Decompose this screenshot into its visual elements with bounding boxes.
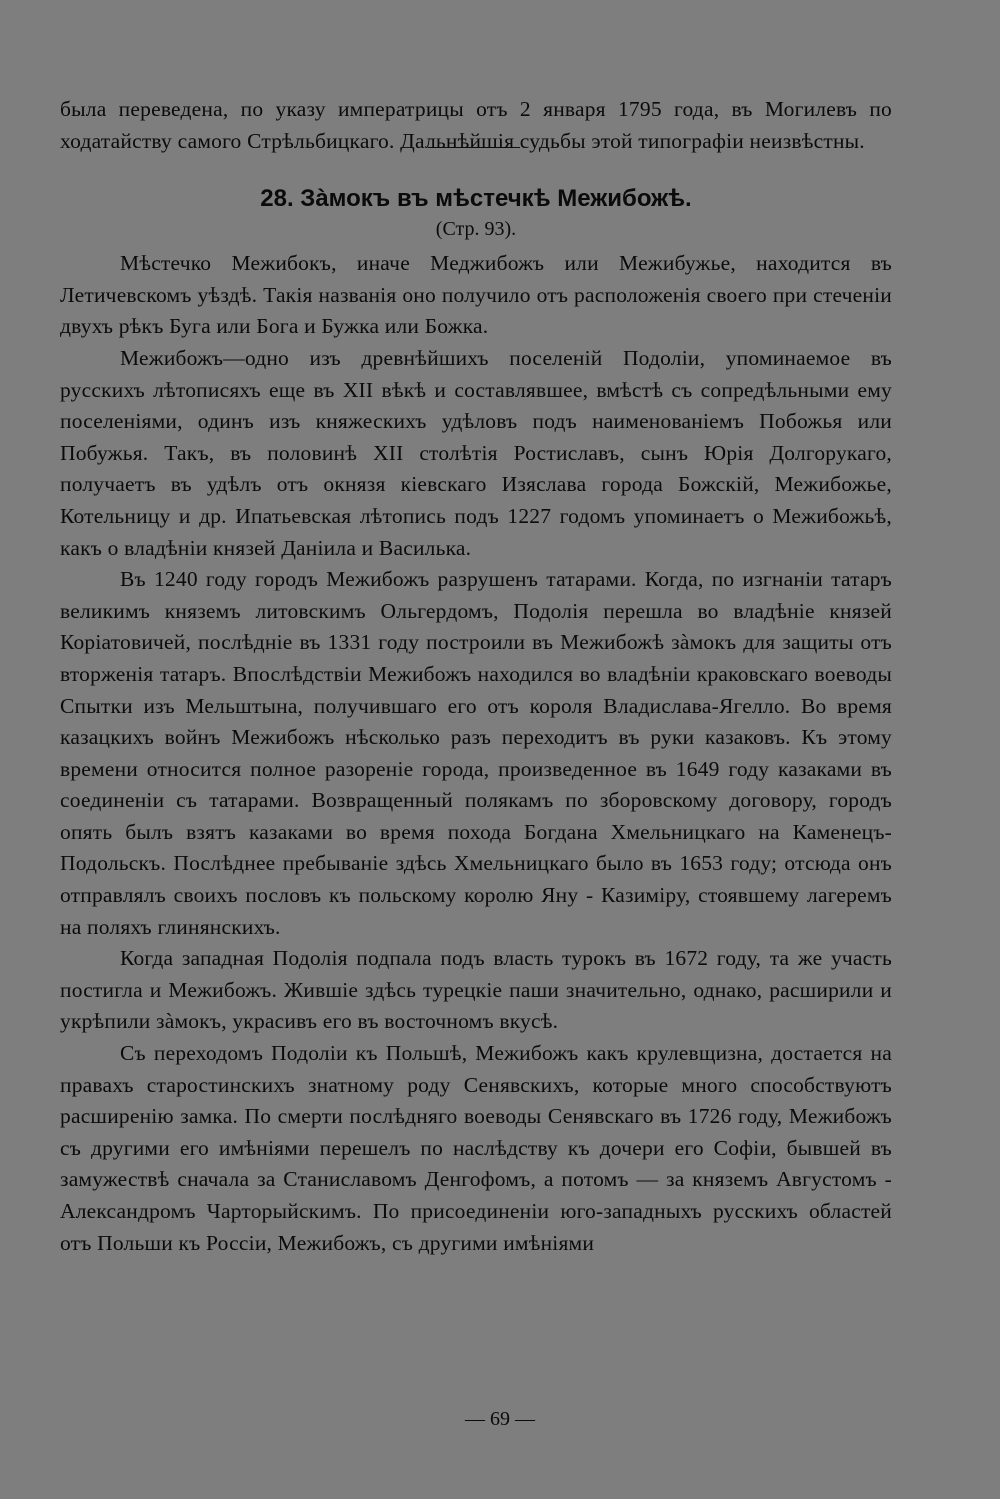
paragraph: Когда западная Подолія подпала подъ власть турокъ въ 1672 году, та же участь постигла и Межибожъ. Жившіе здѣсь турецкіе паши значительно, однако, расширили и укрѣпили зàмокъ, украсивъ его въ восточномъ вкусѣ. bbox=[60, 946, 892, 1034]
intro-paragraph: была переведена, по указу императрицы отъ 2 января 1795 года, въ Могилевъ по ходатайству самого Стрѣльбицкаго. Дальнѣйшія судьбы этой типографіи неизвѣстны. bbox=[60, 97, 892, 153]
paragraph: Съ переходомъ Подоліи къ Польшѣ, Межибожъ какъ крулевщизна, достается на правахъ старостинскихъ знатному роду Сенявскихъ, которые много способствуютъ расширенію замка. По смерти послѣдняго воеводы Сенявскаго въ 1726 году, Межибожъ съ другими его имѣніями перешелъ по наслѣдству къ дочери его Софіи, бывшей въ замужествѣ сначала за Станиславомъ Денгофомъ, а потомъ — за княземъ Августомъ - Александромъ Чарторыйскимъ. По присоединеніи юго-западныхъ русскихъ областей отъ Польши къ Россіи, Межибожъ, съ другими имѣніями bbox=[60, 1041, 892, 1255]
section-subtitle: (Стр. 93). bbox=[435, 218, 517, 241]
paragraph: Межибожъ—одно изъ древнѣйшихъ поселеній Подоліи, упоминаемое въ русскихъ лѣтописяхъ еще въ XII вѣкѣ и составлявшее, вмѣстѣ съ сопредѣльными ему поселеніями, одинъ изъ княжескихъ удѣловъ подъ наименованіемъ Побожья или Побужья. Такъ, въ половинѣ XII столѣтія Ростиславъ, сынъ Юрія Долгорукаго, получаетъ въ удѣлъ отъ окнязя кіевскаго Изяслава города Божскій, Межибожье, Котельницу и др. Ипатьевская лѣтопись подъ 1227 годомъ упоминаетъ о Межибожьѣ, какъ о владѣніи князей Даніила и Василька. bbox=[60, 345, 892, 560]
paragraph: Въ 1240 году городъ Межибожъ разрушенъ татарами. Когда, по изгнаніи татаръ великимъ княземъ литовскимъ Ольгердомъ, Подолія перешла во владѣніе князей Коріатовичей, послѣдніе въ 1331 году построили въ Межибожѣ зàмокъ для защиты отъ вторженія татаръ. Впослѣдствіи Межибожъ находился во владѣніи краковскаго воеводы Спытки изъ Мельштына, получившаго его отъ короля Владислава-Ягелло. Во время казацкихъ войнъ Межибожъ нѣсколько разъ переходитъ въ руки казаковъ. Къ этому времени относится полное разореніе города, произведенное въ 1649 году казаками въ соединеніи съ татарами. Возвращенный полякамъ по зборовскому договору, городъ опять былъ взятъ казаками во время похода Богдана Хмельницкаго на Каменецъ-Подольскъ. Послѣднее пребываніе здѣсь Хмельницкаго было въ 1653 году; отсюда онъ отправлялъ своихъ пословъ къ польскому королю Яну - Казиміру, стоявшему лагеремъ на поляхъ глинянскихъ. bbox=[60, 567, 892, 939]
paragraph: Мѣстечко Межибокъ, иначе Меджибожъ или Межибужье, находится въ Летичевскомъ уѣздѣ. Такія названія оно получило отъ расположенія своего при стеченіи двухъ рѣкъ Буга или Бога и Бужка или Божка. bbox=[60, 251, 892, 339]
page-number: — 69 — bbox=[465, 1408, 535, 1430]
section-title: 28. Зàмокъ въ мѣстечкѣ Межибожѣ. bbox=[260, 185, 692, 213]
